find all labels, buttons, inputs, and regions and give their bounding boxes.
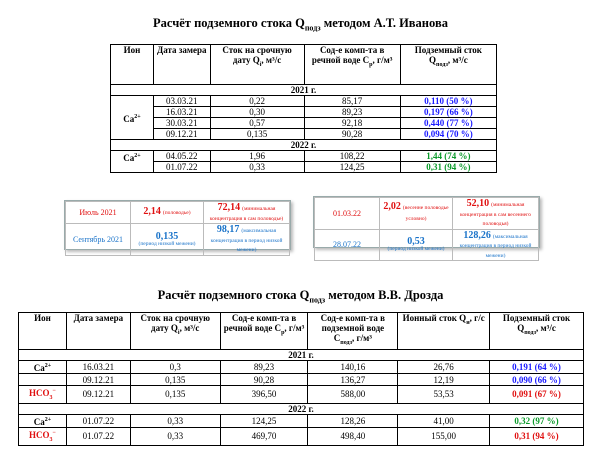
table-cell: 0,135 xyxy=(210,129,304,140)
table-cell: 0,094 (70 %) xyxy=(400,129,496,140)
table-cell: 0,22 xyxy=(210,96,304,107)
header-cunder: Сод-е комп-та в подземной воде $С_{подз}$, г/м³ xyxy=(308,313,398,350)
table-cell: 108,22 xyxy=(304,151,400,162)
table-cell: 0,31 (94 %) xyxy=(490,427,584,445)
title-ivanov: Расчёт подземного стока $Q_{подз}$ методом А.Т. Иванова xyxy=(153,16,448,33)
ion-cell: $Ca^{2+}$ xyxy=(111,96,154,140)
table-cell: 128,26 xyxy=(308,414,398,427)
table-cell: 0,440 (77 %) xyxy=(400,118,496,129)
info-box-2022 xyxy=(313,196,540,259)
table-cell: 0,30 xyxy=(210,107,304,118)
info-box-2021 xyxy=(64,200,291,253)
header-flow: Сток на срочную дату $Q_i$, м³/с xyxy=(210,45,304,85)
table-cell: 41,00 xyxy=(398,414,490,427)
table-cell: 03.03.21 xyxy=(154,96,211,107)
table-cell: 16.03.21 xyxy=(66,361,130,374)
header-under: Подземный сток $Q_{подз}$, м³/с xyxy=(490,313,584,350)
header-flow: Сток на срочную дату $Q_i$, м³/с xyxy=(130,313,220,350)
ion-cell: $HCO_3^-$ xyxy=(19,427,67,445)
box-conc: 72,14 (минимальная концентрация в сам половодье) xyxy=(204,202,290,224)
table-cell: 01.07.22 xyxy=(154,162,211,173)
table-cell: 26,76 xyxy=(398,361,490,374)
box-date: Сентябрь 2021 xyxy=(66,224,131,256)
table-cell: 85,17 xyxy=(304,96,400,107)
table-cell: 89,23 xyxy=(304,107,400,118)
box-conc: 52,10 (минимальная концентрация в сам весеннего половодья) xyxy=(453,198,539,230)
table-cell: 0,197 (66 %) xyxy=(400,107,496,118)
box-flow: 2,14 (половодье) xyxy=(131,202,204,224)
table-cell: 0,57 xyxy=(210,118,304,129)
year-row: 2021 г. xyxy=(19,350,584,361)
table-cell: 01.07.22 xyxy=(66,414,130,427)
box-conc: 128,26 (максимальная концентрация в период низкой межени) xyxy=(453,229,539,261)
table-cell: 53,53 xyxy=(398,386,490,404)
box-flow: 0,53 (период низкой межени) xyxy=(380,229,453,261)
ion-cell: $Ca^{2+}$ xyxy=(19,414,67,427)
ion-cell: $Ca^{2+}$ xyxy=(19,361,67,374)
year-row: 2021 г. xyxy=(111,85,497,96)
table-cell: 396,50 xyxy=(220,386,308,404)
table-cell: 0,191 (64 %) xyxy=(490,361,584,374)
year-row: 2022 г. xyxy=(19,403,584,414)
table-cell: 136,27 xyxy=(308,374,398,386)
table-cell: 92,18 xyxy=(304,118,400,129)
table-cell: 0,33 xyxy=(210,162,304,173)
table-cell: 0,33 xyxy=(130,414,220,427)
box-flow: 2,02 (весенне половодье условно) xyxy=(380,198,453,230)
table-cell: 0,135 xyxy=(130,374,220,386)
table-cell: 09.12.21 xyxy=(154,129,211,140)
ion-cell xyxy=(19,374,67,386)
table-cell: 0,110 (50 %) xyxy=(400,96,496,107)
header-ion: Ион xyxy=(19,313,67,350)
box-flow: 0,135 (период низкой межени) xyxy=(131,224,204,256)
box-date: Июль 2021 xyxy=(66,202,131,224)
table-cell: 140,16 xyxy=(308,361,398,374)
table-cell: 1,96 xyxy=(210,151,304,162)
table-cell: 89,23 xyxy=(220,361,308,374)
table-cell: 01.07.22 xyxy=(66,427,130,445)
table-cell: 124,25 xyxy=(220,414,308,427)
table-cell: 90,28 xyxy=(220,374,308,386)
table-cell: 0,31 (94 %) xyxy=(400,162,496,173)
table-cell: 124,25 xyxy=(304,162,400,173)
box-conc: 98,17 (максимальная концентрация в период низкой межени) xyxy=(204,224,290,256)
table-cell: 12,19 xyxy=(398,374,490,386)
table-cell: 16.03.21 xyxy=(154,107,211,118)
table-cell: 09.12.21 xyxy=(66,374,130,386)
header-date: Дата замера xyxy=(66,313,130,350)
header-under: Подземный сток $Q_{подз}$, м³/с xyxy=(400,45,496,85)
drozd-table xyxy=(18,312,584,446)
table-cell: 0,135 xyxy=(130,386,220,404)
table-cell: 588,00 xyxy=(308,386,398,404)
table-cell: 04.05.22 xyxy=(154,151,211,162)
table-cell: 09.12.21 xyxy=(66,386,130,404)
header-conc: Сод-е комп-та в речной воде $С_р$, г/м³ xyxy=(220,313,308,350)
title-drozd: Расчёт подземного стока $Q_{подз}$ методом В.В. Дрозда xyxy=(157,288,444,305)
table-cell: 0,090 (66 %) xyxy=(490,374,584,386)
table-cell: 1,44 (74 %) xyxy=(400,151,496,162)
table-cell: 30.03.21 xyxy=(154,118,211,129)
header-ionflow: Ионный сток $Q_и$, г/с xyxy=(398,313,490,350)
ivanov-table xyxy=(110,44,497,173)
ion-cell: $HCO_3^-$ xyxy=(19,386,67,404)
table-cell: 155,00 xyxy=(398,427,490,445)
ion-cell: $Ca^{2+}$ xyxy=(111,151,154,173)
box-date: 01.03.22 xyxy=(315,198,380,230)
table-cell: 469,70 xyxy=(220,427,308,445)
table-cell: 90,28 xyxy=(304,129,400,140)
header-conc: Сод-е комп-та в речной воде $С_р$, г/м³ xyxy=(304,45,400,85)
box-date: 28.07.22 xyxy=(315,229,380,261)
header-date: Дата замера xyxy=(154,45,211,85)
table-cell: 0,33 xyxy=(130,427,220,445)
header-ion: Ион xyxy=(111,45,154,85)
table-cell: 0,32 (97 %) xyxy=(490,414,584,427)
year-row: 2022 г. xyxy=(111,140,497,151)
table-cell: 0,091 (67 %) xyxy=(490,386,584,404)
table-cell: 0,3 xyxy=(130,361,220,374)
table-cell: 498,40 xyxy=(308,427,398,445)
